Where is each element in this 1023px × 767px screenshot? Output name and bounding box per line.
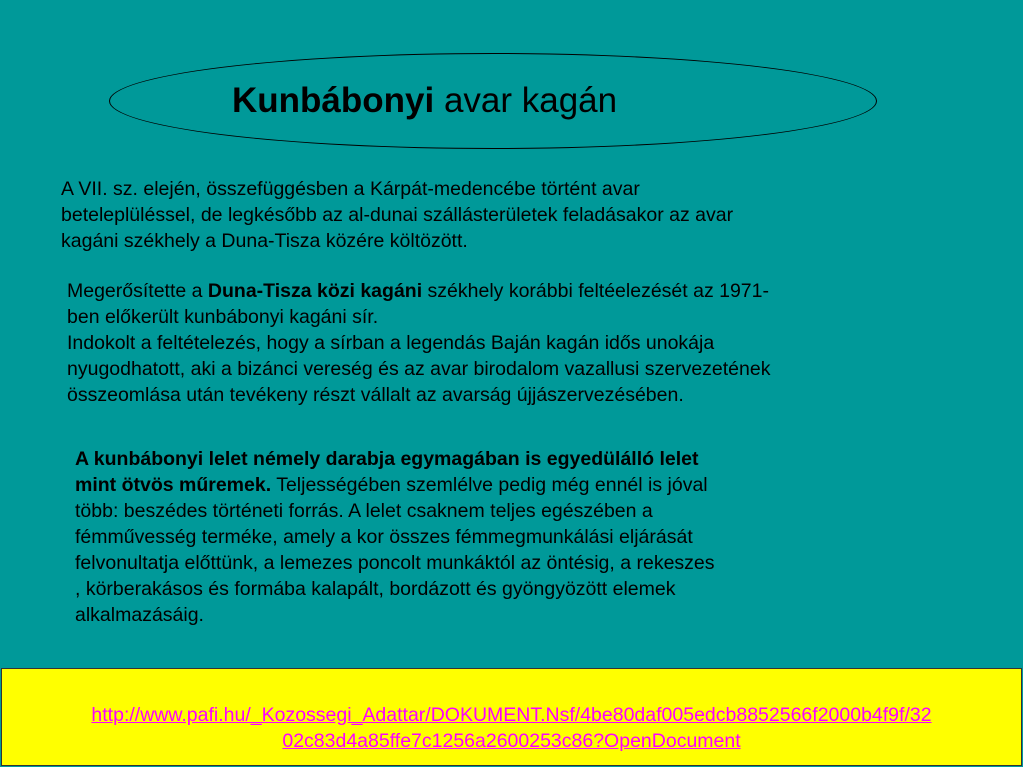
paragraph-3-line: alkalmazásáig. [75,604,204,626]
paragraph-2-bold: Duna-Tisza közi kagáni [207,280,423,302]
paragraph-3-bold-line: A kunbábonyi lelet némely darabja egymagában is egyedülálló lelet [75,448,699,470]
source-link-line-2: 02c83d4a85ffe7c1256a2600253c86?OpenDocument [282,730,741,752]
paragraph-2-line: összeomlása után tevékeny részt vállalt az avarság újjászervezésében. [67,384,684,406]
paragraph-2-text: Megerősítette a [67,280,208,302]
paragraph-2-first-line [67,278,912,304]
paragraph-3-line: fémművesség terméke, amely a kor összes fémmegmunkálási eljárását [75,526,693,548]
paragraph-1-line: A VII. sz. elején, összefüggésben a Kárpát-medencébe történt avar [61,178,640,200]
paragraph-3 [75,446,850,628]
paragraph-3-line: több: beszédes történeti forrás. A lelet csaknem teljes egészében a [75,500,653,522]
paragraph-2-line: Indokolt a feltételezés, hogy a sírban a legendás Baján kagán idős unokája [67,332,715,354]
paragraph-3-bold: mint ötvös műremek. [75,474,272,496]
source-link-line-1: http://www.pafi.hu/_Kozossegi_Adattar/DOKUMENT.Nsf/4be80daf005edcb8852566f2000b4f9f/32 [91,704,932,726]
paragraph-3-line: , körberakásos és formába kalapált, bordázott és gyöngyözött elemek [75,578,676,600]
paragraph-2-line: nyugodhatott, aki a bizánci vereség és az avar birodalom vazallusi szervezetének [67,358,771,380]
paragraph-2-text: székhely korábbi feltéelezését az 1971- [422,280,769,302]
source-link[interactable] [2,702,1021,754]
paragraph-3-line: felvonultatja előttünk, a lemezes poncolt munkáktól az öntésig, a rekeszes [75,552,715,574]
title-bold: Kunbábonyi [232,81,435,120]
footer-box [1,668,1022,766]
paragraph-1-line: kagáni székhely a Duna-Tisza közére költözött. [61,230,468,252]
paragraph-2 [67,278,912,408]
paragraph-3-text: Teljességében szemlélve pedig még ennél is jóval [271,474,708,496]
title-rest: avar kagán [434,81,618,120]
paragraph-3-second-line [75,472,850,498]
paragraph-2-line: ben előkerült kunbábonyi kagáni sír. [67,306,379,328]
page-title [232,79,617,123]
paragraph-1-line: beteleplüléssel, de legkésőbb az al-dunai szállásterületek feladásakor az avar [61,204,734,226]
paragraph-1 [61,176,881,254]
